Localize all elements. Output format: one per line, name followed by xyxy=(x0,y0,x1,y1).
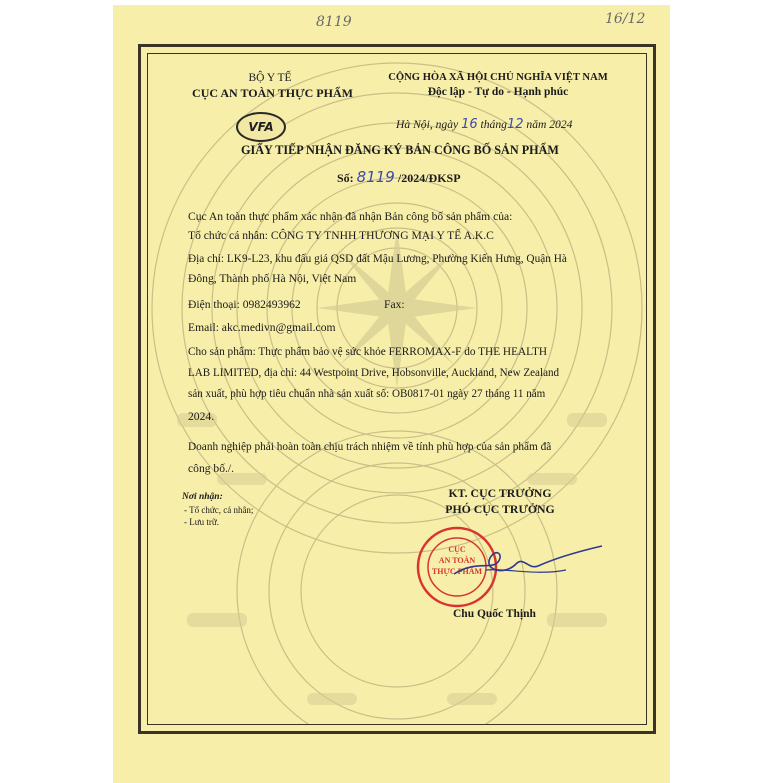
product-line-4: 2024. xyxy=(188,410,215,423)
number-suffix: /2024/ĐKSP xyxy=(397,171,461,185)
signer-title-1: KT. CỤC TRƯỞNG xyxy=(448,486,552,500)
ministry-name: BỘ Y TẾ xyxy=(248,72,292,84)
responsibility-line-1: Doanh nghiệp phải hoàn toàn chịu trách nhiệm về tính phù hợp của sản phẩm đã xyxy=(188,441,552,453)
intro-line: Cục An toàn thực phẩm xác nhận đã nhận Bản công bố sản phẩm của: xyxy=(188,210,513,223)
margin-number-note: 8119 xyxy=(316,14,352,30)
national-motto: Độc lập - Tự do - Hạnh phúc xyxy=(427,86,569,98)
stamp-line-2: AN TOÀN xyxy=(438,556,476,565)
signer-name: Chu Quốc Thịnh xyxy=(453,608,536,620)
product-line-1: Cho sản phẩm: Thực phẩm bảo vệ sức khỏe FERROMAX-F do THE HEALTH xyxy=(188,346,548,358)
date-month-label: tháng xyxy=(480,118,507,131)
responsibility-line-2: công bố./. xyxy=(188,462,235,475)
organization-line: Tổ chức cá nhân: CÔNG TY TNHH THƯƠNG MẠI Y TẾ A.K.C xyxy=(188,229,494,242)
stamp-line-1: CỤC xyxy=(448,545,466,554)
country-name: CỘNG HÒA XÃ HỘI CHỦ NGHĨA VIỆT NAM xyxy=(388,72,608,83)
document-number xyxy=(337,168,461,186)
vfa-logo-text: VFA xyxy=(248,120,274,134)
recipient-2: - Lưu trữ. xyxy=(184,517,219,527)
recipient-1: - Tổ chức, cá nhân; xyxy=(184,505,254,515)
handwritten-signature xyxy=(446,540,606,590)
phone-line: Điện thoại: 0982493962 xyxy=(188,298,301,311)
issue-date xyxy=(396,117,572,132)
vfa-logo xyxy=(236,112,286,142)
date-prefix: Hà Nội, ngày xyxy=(396,118,459,131)
stamp-line-3: THỰC PHẨM xyxy=(431,567,483,576)
date-month: 12 xyxy=(506,117,524,132)
address-line-2: Đông, Thành phố Hà Nội, Việt Nam xyxy=(188,272,357,285)
address-line-1: Địa chỉ: LK9-L23, khu đấu giá QSD đất Mậu Lương, Phường Kiến Hưng, Quận Hà xyxy=(188,253,567,265)
number-label: Số: xyxy=(337,171,354,185)
email-line: Email: akc.medivn@gmail.com xyxy=(188,321,336,334)
agency-name: CỤC AN TOÀN THỰC PHẨM xyxy=(192,86,353,100)
product-line-2: LAB LIMITED, địa chỉ: 44 Westpoint Drive, Hobsonville, Auckland, New Zealand xyxy=(188,367,560,379)
date-day: 16 xyxy=(461,117,478,132)
recipients-label: Nơi nhận: xyxy=(182,492,223,502)
fax-line: Fax: xyxy=(384,298,405,311)
document-title: GIẤY TIẾP NHẬN ĐĂNG KÝ BẢN CÔNG BỐ SẢN PHẨM xyxy=(241,143,559,157)
signer-title-2: PHÓ CỤC TRƯỞNG xyxy=(445,502,555,516)
product-line-3: sản xuất, phù hợp tiêu chuẩn nhà sản xuất số: OB0817-01 ngày 27 tháng 11 năm xyxy=(188,388,546,400)
date-year: năm 2024 xyxy=(526,118,573,131)
margin-date-note: 16/12 xyxy=(605,11,646,27)
number-handwritten: 8119 xyxy=(356,168,395,186)
